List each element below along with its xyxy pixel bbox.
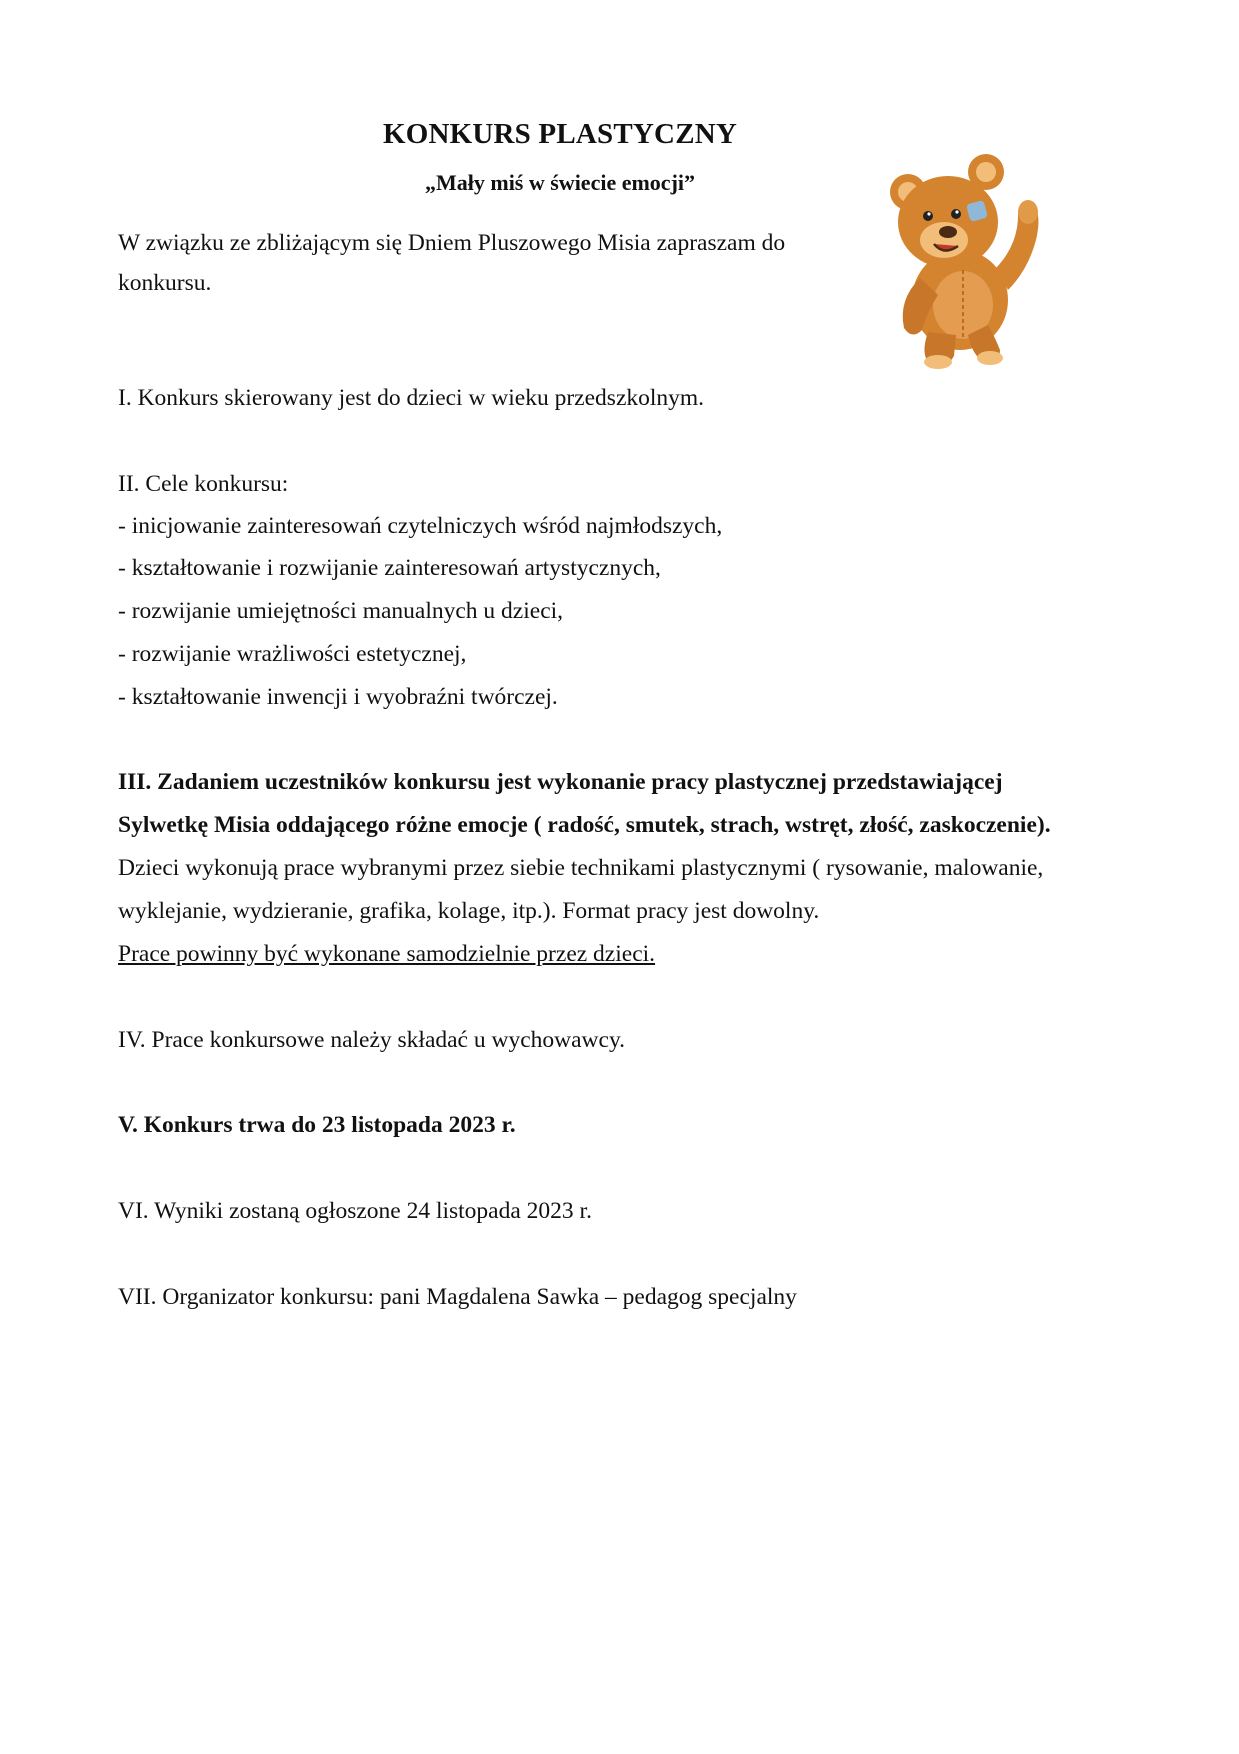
document-title: KONKURS PLASTYCZNY xyxy=(382,118,738,150)
section-3-line-3: Dzieci wykonują prace wybranymi przez siebie technikami plastycznymi ( rysowanie, malowanie, xyxy=(118,855,1044,881)
section-3-bold-line-2: Sylwetkę Misia oddającego różne emocje ( radość, smutek, strach, wstręt, złość, zaskoczenie). xyxy=(118,812,1051,838)
section-3-underlined: Prace powinny być wykonane samodzielnie przez dzieci. xyxy=(118,941,656,967)
teddy-bear-icon xyxy=(868,150,1048,370)
section-1: I. Konkurs skierowany jest do dzieci w wieku przedszkolnym. xyxy=(118,385,705,411)
goal-item: - rozwijanie wrażliwości estetycznej, xyxy=(118,641,467,667)
section-2-heading: II. Cele konkursu: xyxy=(118,471,289,497)
goal-item: - rozwijanie umiejętności manualnych u dzieci, xyxy=(118,598,564,624)
section-3-line-4: wyklejanie, wydzieranie, grafika, kolage, itp.). Format pracy jest dowolny. xyxy=(118,898,820,924)
goal-item: - kształtowanie i rozwijanie zainteresowań artystycznych, xyxy=(118,555,661,581)
intro-line-1: W związku ze zbliżającym się Dniem Pluszowego Misia zapraszam do xyxy=(118,230,786,256)
goal-item: - inicjowanie zainteresowań czytelniczych wśród najmłodszych, xyxy=(118,513,723,539)
section-5: V. Konkurs trwa do 23 listopada 2023 r. xyxy=(118,1112,516,1138)
section-4: IV. Prace konkursowe należy składać u wychowawcy. xyxy=(118,1027,626,1053)
goal-item: - kształtowanie inwencji i wyobraźni twórczej. xyxy=(118,684,558,710)
section-7: VII. Organizator konkursu: pani Magdalena Sawka – pedagog specjalny xyxy=(118,1284,797,1310)
document-subtitle: „Mały miś w świecie emocji” xyxy=(424,170,696,195)
section-6: VI. Wyniki zostaną ogłoszone 24 listopada 2023 r. xyxy=(118,1198,592,1224)
intro-line-2: konkursu. xyxy=(118,270,212,296)
section-3-bold-line-1: III. Zadaniem uczestników konkursu jest wykonanie pracy plastycznej przedstawiającej xyxy=(118,769,1003,795)
